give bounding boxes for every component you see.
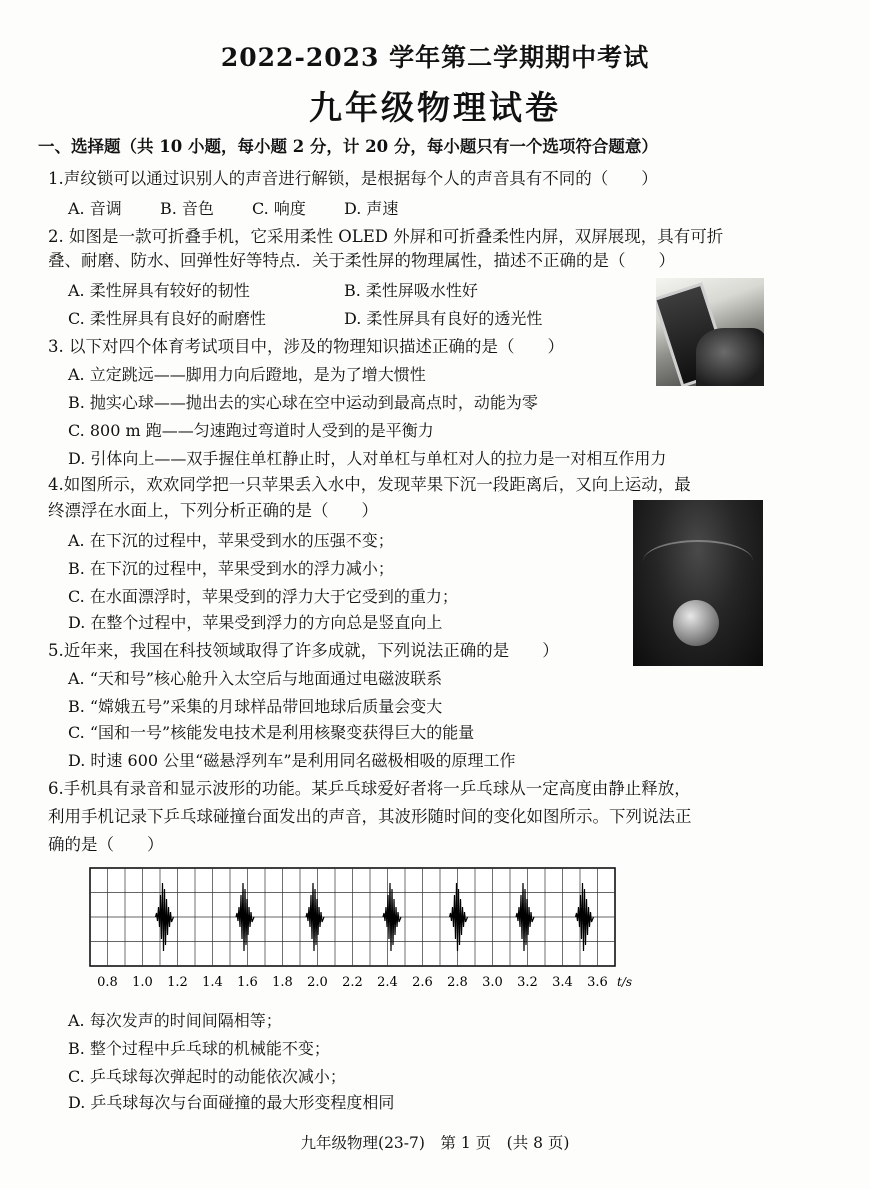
q2-option-d: D. 柔性屏具有良好的透光性 bbox=[344, 309, 543, 328]
q3-option-d: D. 引体向上——双手握住单杠静止时，人对单杠与单杠对人的拉力是一对相互作用力 bbox=[68, 449, 667, 468]
q2-option-a: A. 柔性屏具有较好的韧性 bbox=[68, 281, 250, 300]
x-tick-label: 3.0 bbox=[482, 975, 503, 990]
x-tick-label: 2.2 bbox=[342, 975, 363, 990]
question-6-stem-line-2: 利用手机记录下乒乓球碰撞台面发出的声音，其波形随时间的变化如图所示。下列说法正 bbox=[48, 807, 692, 826]
x-tick-label: 1.2 bbox=[167, 975, 188, 990]
q4-option-b: B. 在下沉的过程中，苹果受到水的浮力减小； bbox=[68, 559, 394, 578]
q1-option-d: D. 声速 bbox=[344, 199, 399, 218]
x-tick-label: 1.8 bbox=[272, 975, 293, 990]
x-tick-label: 2.0 bbox=[307, 975, 328, 990]
apple-in-water-image bbox=[633, 500, 763, 666]
q5-option-c: C. “国和一号”核能发电技术是利用核聚变获得巨大的能量 bbox=[68, 723, 475, 742]
q4-option-c: C. 在水面漂浮时，苹果受到的浮力大于它受到的重力； bbox=[68, 587, 458, 606]
x-tick-label: 3.6 bbox=[587, 975, 608, 990]
question-3-stem: 3. 以下对四个体育考试项目中，涉及的物理知识描述正确的是（ ） bbox=[48, 337, 564, 356]
question-2-stem-line-2: 叠、耐磨、防水、回弹性好等特点．关于柔性屏的物理属性，描述不正确的是（ ） bbox=[48, 251, 675, 270]
q4-option-d: D. 在整个过程中，苹果受到浮力的方向总是竖直向上 bbox=[68, 613, 443, 632]
question-6-stem-line-3: 确的是（ ） bbox=[48, 835, 164, 854]
q6-option-b: B. 整个过程中乒乓球的机械能不变； bbox=[68, 1039, 330, 1058]
q3-option-c: C. 800 m 跑——匀速跑过弯道时人受到的是平衡力 bbox=[68, 421, 434, 440]
q5-option-b: B. “嫦娥五号”采集的月球样品带回地球后质量会变大 bbox=[68, 697, 443, 716]
exam-subtitle: 九年级物理试卷 bbox=[309, 88, 561, 127]
question-5-stem: 5.近年来，我国在科技领域取得了许多成就，下列说法正确的是 ） bbox=[48, 641, 559, 660]
q2-option-c: C. 柔性屏具有良好的耐磨性 bbox=[68, 309, 266, 328]
x-tick-label: 1.4 bbox=[202, 975, 223, 990]
x-tick-label: 1.6 bbox=[237, 975, 258, 990]
q5-option-d: D. 时速 600 公里“磁悬浮列车”是利用同名磁极相吸的原理工作 bbox=[68, 751, 516, 770]
q1-option-a: A. 音调 bbox=[68, 199, 122, 218]
sound-waveform-chart bbox=[80, 862, 640, 992]
page-footer: 九年级物理(23-7) 第 1 页 (共 8 页) bbox=[300, 1134, 570, 1152]
question-4-stem-line-2: 终漂浮在水面上，下列分析正确的是（ ） bbox=[48, 501, 378, 520]
x-tick-label: 3.2 bbox=[517, 975, 538, 990]
q5-option-a: A. “天和号”核心舱升入太空后与地面通过电磁波联系 bbox=[68, 669, 443, 688]
chart-tick-labels bbox=[97, 975, 608, 990]
q3-option-a: A. 立定跳远——脚用力向后蹬地，是为了增大惯性 bbox=[68, 365, 426, 384]
question-4-stem-line-1: 4.如图所示，欢欢同学把一只苹果丢入水中，发现苹果下沉一段距离后，又向上运动，最 bbox=[48, 475, 691, 494]
q6-option-a: A. 每次发声的时间间隔相等； bbox=[68, 1011, 282, 1030]
x-tick-label: 2.4 bbox=[377, 975, 398, 990]
section-heading: 一、选择题（共 10 小题，每小题 2 分，计 20 分，每小题只有一个选项符合题意） bbox=[38, 137, 658, 156]
q3-option-b: B. 抛实心球——抛出去的实心球在空中运动到最高点时，动能为零 bbox=[68, 393, 538, 412]
x-tick-label: 2.8 bbox=[447, 975, 468, 990]
foldable-phone-image bbox=[656, 278, 764, 386]
question-2-stem-line-1: 2. 如图是一款可折叠手机，它采用柔性 OLED 外屏和可折叠柔性内屏，双屏展现，具有可折 bbox=[48, 227, 724, 246]
x-tick-label: 1.0 bbox=[132, 975, 153, 990]
q6-option-d: D. 乒乓球每次与台面碰撞的最大形变程度相同 bbox=[68, 1093, 395, 1112]
q1-option-b: B. 音色 bbox=[160, 199, 214, 218]
x-axis-label: t/s bbox=[617, 975, 633, 989]
q4-option-a: A. 在下沉的过程中，苹果受到水的压强不变； bbox=[68, 531, 394, 550]
q1-option-c: C. 响度 bbox=[252, 199, 306, 218]
exam-title: 2022-2023 学年第二学期期中考试 bbox=[220, 43, 650, 72]
q6-option-c: C. 乒乓球每次弹起时的动能依次减小； bbox=[68, 1067, 346, 1086]
x-tick-label: 0.8 bbox=[97, 975, 118, 990]
question-6-stem-line-1: 6.手机具有录音和显示波形的功能。某乒乓球爱好者将一乒乓球从一定高度由静止释放， bbox=[48, 779, 691, 798]
x-tick-label: 2.6 bbox=[412, 975, 433, 990]
q2-option-b: B. 柔性屏吸水性好 bbox=[344, 281, 478, 300]
question-1-stem: 1.声纹锁可以通过识别人的声音进行解锁，是根据每个人的声音具有不同的（ ） bbox=[48, 169, 658, 188]
x-tick-label: 3.4 bbox=[552, 975, 573, 990]
